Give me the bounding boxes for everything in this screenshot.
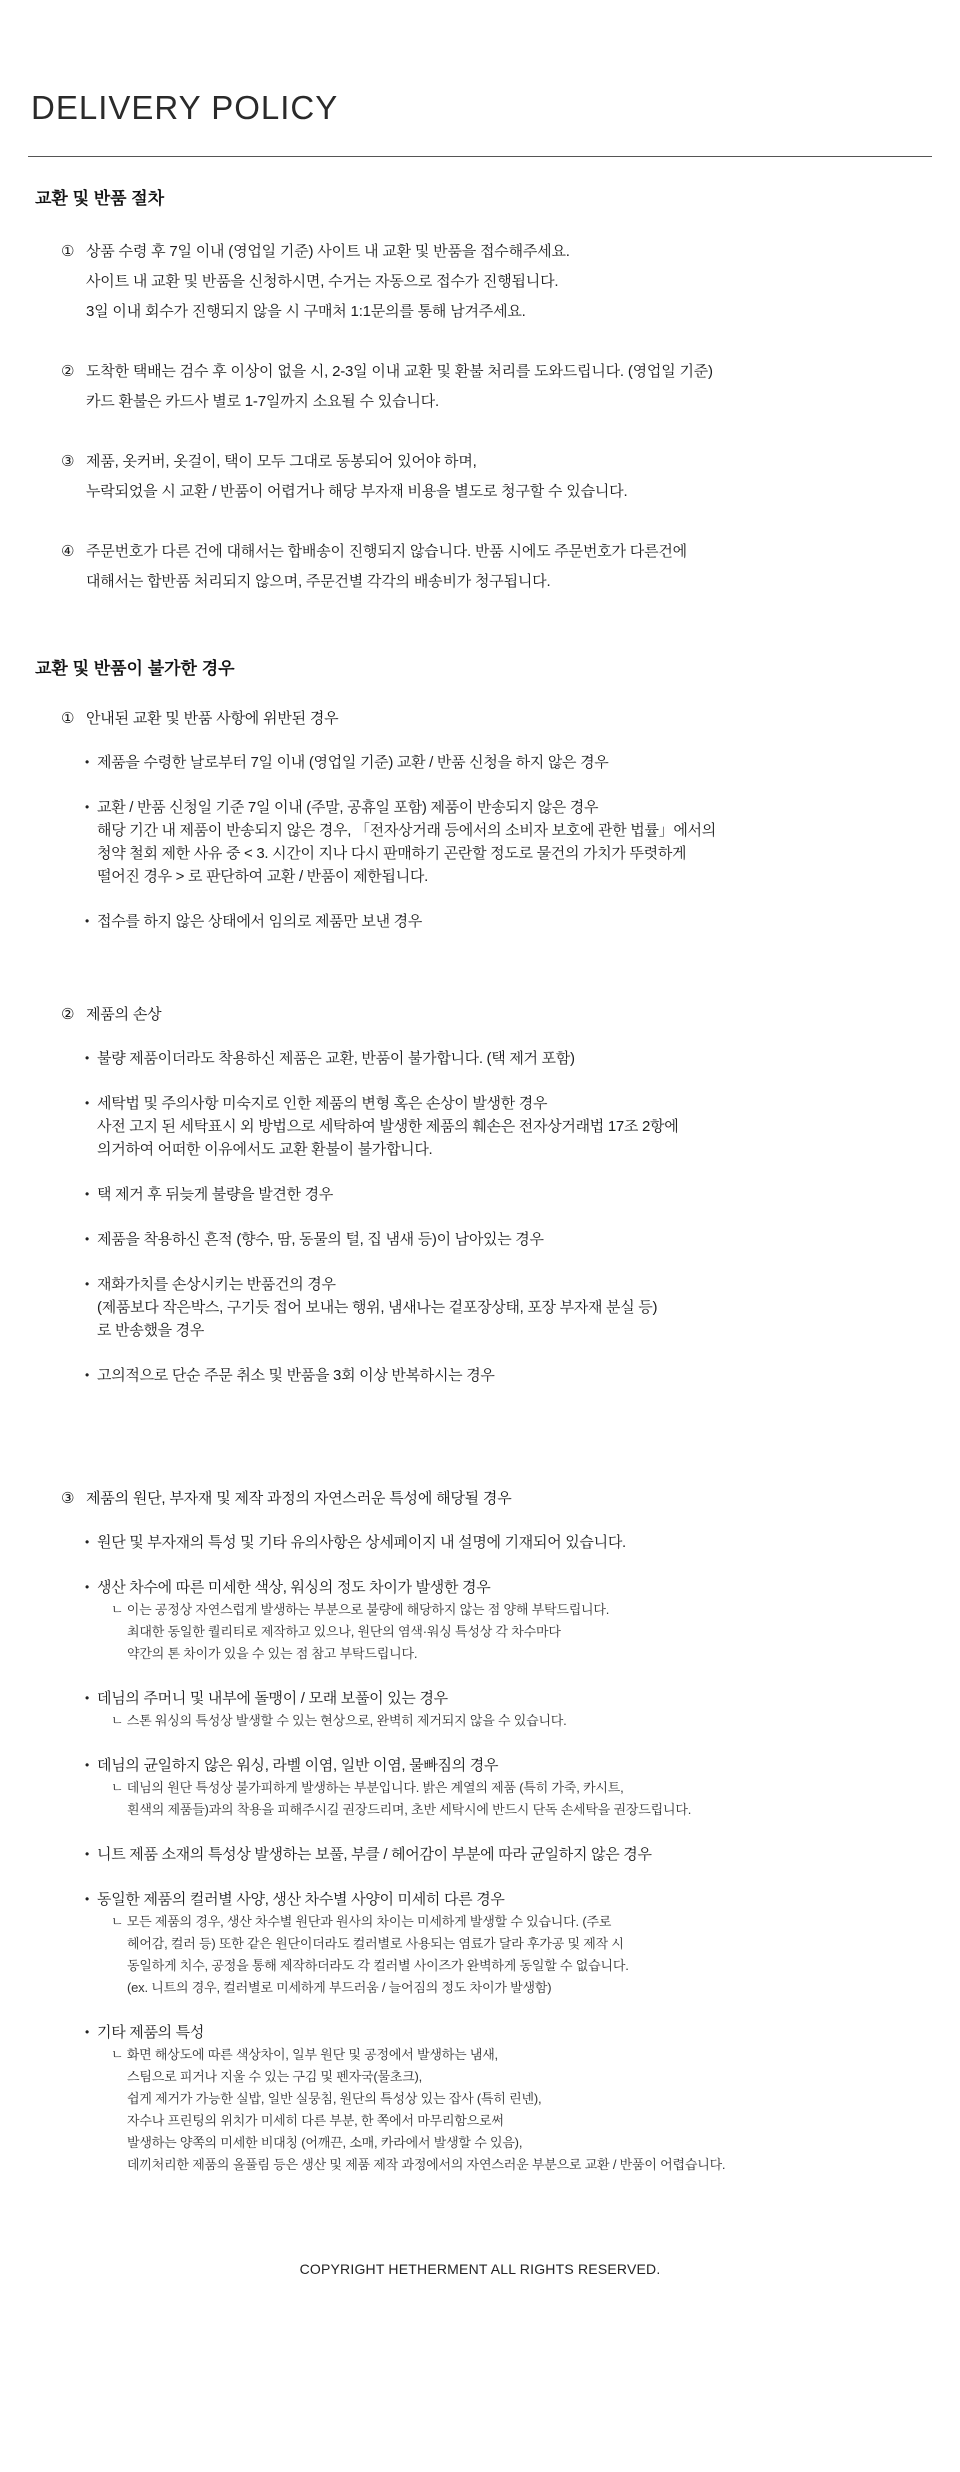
bullet-item: [85, 1273, 932, 1342]
bullet-item: [85, 1687, 932, 1732]
bullet-item: [85, 910, 932, 933]
sub-note: ㄴ 데님의 원단 특성상 불가피하게 발생하는 부분입니다. 밝은 계열의 제품 (특히 가죽, 카시트,: [111, 1780, 624, 1795]
bullet-dot: •: [85, 1051, 90, 1065]
bullet-item: [85, 1531, 932, 1554]
bullet-item: [85, 1754, 932, 1821]
sub-note: 최대한 동일한 퀄리티로 제작하고 있으나, 원단의 염색·워싱 특성상 각 차수마다: [127, 1624, 561, 1639]
sub-note: 데끼처리한 제품의 올풀림 등은 생산 및 제품 제작 과정에서의 자연스러운 부분으로 교환 / 반품이 어렵습니다.: [127, 2157, 726, 2172]
section-restrictions: [35, 657, 932, 2176]
procedure-heading: 교환 및 반품 절차: [35, 189, 165, 208]
bullet-item: [85, 1047, 932, 1070]
bullet-line: 로 반송했을 경우: [97, 1322, 205, 1339]
bullet-line: 청약 철회 제한 사유 중 < 3. 시간이 지나 다시 판매하기 곤란할 정도로 물건의 가치가 뚜렷하게: [97, 845, 687, 862]
bullet-item: [85, 1092, 932, 1161]
procedure-item-2: [61, 357, 932, 417]
item-line: 상품 수령 후 7일 이내 (영업일 기준) 사이트 내 교환 및 반품을 접수해주세요.: [86, 243, 570, 260]
bullet-line: 동일한 제품의 컬러별 사양, 생산 차수별 사양이 미세히 다른 경우: [97, 1891, 505, 1908]
sub-note: ㄴ 화면 해상도에 따른 색상차이, 일부 원단 및 공정에서 발생하는 냄새,: [111, 2047, 498, 2062]
bullet-dot: •: [85, 914, 90, 928]
item-line: 카드 환불은 카드사 별로 1-7일까지 소요될 수 있습니다.: [86, 393, 439, 410]
bullet-item: [85, 1183, 932, 1206]
bullet-item: [85, 2021, 932, 2176]
group-title: [61, 1003, 932, 1027]
bullet-item: [85, 1364, 932, 1387]
bullet-line: 떨어진 경우 > 로 판단하여 교환 / 반품이 제한됩니다.: [97, 868, 428, 885]
bullet-line: 원단 및 부자재의 특성 및 기타 유의사항은 상세페이지 내 설명에 기재되어 있습니다.: [97, 1534, 626, 1551]
sub-note: 동일하게 치수, 공정을 통해 제작하더라도 각 컬러별 사이즈가 완벽하게 동일할 수 없습니다.: [127, 1958, 629, 1973]
group-title-text: 안내된 교환 및 반품 사항에 위반된 경우: [86, 710, 339, 727]
bullet-line: 접수를 하지 않은 상태에서 임의로 제품만 보낸 경우: [97, 913, 423, 930]
group-title-text: 제품의 손상: [86, 1006, 162, 1023]
item-line: 3일 이내 회수가 진행되지 않을 시 구매처 1:1문의를 통해 남겨주세요.: [86, 303, 526, 320]
bullet-dot: •: [85, 1580, 90, 1594]
group-title-text: 제품의 원단, 부자재 및 제작 과정의 자연스러운 특성에 해당될 경우: [86, 1490, 512, 1507]
bullet-dot: •: [85, 1758, 90, 1772]
bullet-item: [85, 751, 932, 774]
sub-note: ㄴ 이는 공정상 자연스럽게 발생하는 부분으로 불량에 해당하지 않는 점 양해 부탁드립니다.: [111, 1602, 610, 1617]
bullet-dot: •: [85, 2025, 90, 2039]
bullet-item: [85, 1888, 932, 1999]
bullet-dot: •: [85, 755, 90, 769]
page-title: DELIVERY POLICY: [31, 89, 339, 126]
item-line: 도착한 택배는 검수 후 이상이 없을 시, 2-3일 이내 교환 및 환불 처리를 도와드립니다. (영업일 기준): [86, 363, 713, 380]
procedure-list: [61, 237, 932, 597]
group-number: ③: [61, 1490, 75, 1507]
bullet-dot: •: [85, 1187, 90, 1201]
bullet-line: 해당 기간 내 제품이 반송되지 않은 경우, 「전자상거래 등에서의 소비자 보호에 관한 법률」에서의: [97, 822, 716, 839]
item-line: 대해서는 합반품 처리되지 않으며, 주문건별 각각의 배송비가 청구됩니다.: [86, 573, 551, 590]
group-number: ①: [61, 710, 75, 727]
bullet-line: 재화가치를 손상시키는 반품건의 경우: [97, 1276, 336, 1293]
bullet-line: 제품을 수령한 날로부터 7일 이내 (영업일 기준) 교환 / 반품 신청을 하지 않은 경우: [97, 754, 609, 771]
procedure-item-4: [61, 537, 932, 597]
bullet-line: 교환 / 반품 신청일 기준 7일 이내 (주말, 공휴일 포함) 제품이 반송되지 않은 경우: [97, 799, 599, 816]
bullet-line: 불량 제품이더라도 착용하신 제품은 교환, 반품이 불가합니다. (택 제거 포함): [97, 1050, 575, 1067]
bullet-line: 사전 고지 된 세탁표시 외 방법으로 세탁하여 발생한 제품의 훼손은 전자상거래법 17조 2항에: [97, 1118, 679, 1135]
restriction-group-2: [35, 1003, 932, 1387]
delivery-policy-page: [0, 88, 960, 2277]
item-number: ②: [61, 363, 75, 380]
procedure-item-3: [61, 447, 932, 507]
item-number: ④: [61, 543, 75, 560]
sub-note: 자수나 프린팅의 위치가 미세히 다른 부분, 한 쪽에서 마무리함으로써: [127, 2113, 504, 2128]
bullet-item: [85, 1228, 932, 1251]
restrictions-heading: 교환 및 반품이 불가한 경우: [35, 659, 235, 678]
bullet-item: [85, 1576, 932, 1665]
bullet-dot: •: [85, 1892, 90, 1906]
bullet-dot: •: [85, 800, 90, 814]
bullet-line: (제품보다 작은박스, 구기듯 접어 보내는 행위, 냄새나는 겉포장상태, 포장 부자재 분실 등): [97, 1299, 658, 1316]
group-title: [61, 707, 932, 731]
bullet-dot: •: [85, 1847, 90, 1861]
bullet-dot: •: [85, 1535, 90, 1549]
bullet-dot: •: [85, 1277, 90, 1291]
sub-note: 스팀으로 피거나 지울 수 있는 구김 및 펜자국(물초크),: [127, 2069, 423, 2084]
bullet-line: 데님의 주머니 및 내부에 돌맹이 / 모래 보풀이 있는 경우: [97, 1690, 448, 1707]
group-number: ②: [61, 1006, 75, 1023]
bullet-dot: •: [85, 1232, 90, 1246]
bullet-line: 기타 제품의 특성: [97, 2024, 205, 2041]
sub-note: 헤어감, 컬러 등) 또한 같은 원단이더라도 컬러별로 사용되는 염료가 달라 후가공 및 제작 시: [127, 1936, 624, 1951]
bullet-dot: •: [85, 1691, 90, 1705]
sub-note: 쉽게 제거가 가능한 실밥, 일반 실뭉침, 원단의 특성상 있는 잡사 (특히 린넨),: [127, 2091, 542, 2106]
item-line: 주문번호가 다른 건에 대해서는 합배송이 진행되지 않습니다. 반품 시에도 주문번호가 다른건에: [86, 543, 687, 560]
bullet-item: [85, 1843, 932, 1866]
procedure-item-1: [61, 237, 932, 327]
sub-note: (ex. 니트의 경우, 컬러별로 미세하게 부드러움 / 늘어짐의 정도 차이가 발생함): [127, 1980, 552, 1995]
item-line: 누락되었을 시 교환 / 반품이 어렵거나 해당 부자재 비용을 별도로 청구할 수 있습니다.: [86, 483, 628, 500]
item-line: 제품, 옷커버, 옷걸이, 택이 모두 그대로 동봉되어 있어야 하며,: [86, 453, 477, 470]
copyright-text: COPYRIGHT HETHERMENT ALL RIGHTS RESERVED.: [299, 2261, 661, 2277]
item-number: ③: [61, 453, 75, 470]
item-line: 사이트 내 교환 및 반품을 신청하시면, 수거는 자동으로 접수가 진행됩니다.: [86, 273, 559, 290]
bullet-line: 고의적으로 단순 주문 취소 및 반품을 3회 이상 반복하시는 경우: [97, 1367, 495, 1384]
item-number: ①: [61, 243, 75, 260]
sub-note: ㄴ 모든 제품의 경우, 생산 차수별 원단과 원사의 차이는 미세하게 발생할 수 있습니다. (주로: [111, 1914, 612, 1929]
section-procedure: [35, 187, 932, 597]
sub-note: ㄴ 스톤 워싱의 특성상 발생할 수 있는 현상으로, 완벽히 제거되지 않을 수 있습니다.: [111, 1713, 567, 1728]
divider: [28, 156, 932, 157]
sub-note: 발생하는 양쪽의 미세한 비대칭 (어깨끈, 소매, 카라에서 발생할 수 있음),: [127, 2135, 523, 2150]
restriction-group-3: [35, 1487, 932, 2176]
bullet-line: 의거하여 어떠한 이유에서도 교환 환불이 불가합니다.: [97, 1141, 433, 1158]
group-title: [61, 1487, 932, 1511]
restriction-group-1: [35, 707, 932, 933]
bullet-line: 제품을 착용하신 흔적 (향수, 땀, 동물의 털, 집 냄새 등)이 남아있는 경우: [97, 1231, 544, 1248]
bullet-dot: •: [85, 1368, 90, 1382]
sub-note: 약간의 톤 차이가 있을 수 있는 점 참고 부탁드립니다.: [127, 1646, 418, 1661]
bullet-line: 생산 차수에 따른 미세한 색상, 워싱의 정도 차이가 발생한 경우: [97, 1579, 491, 1596]
bullet-item: [85, 796, 932, 888]
bullet-dot: •: [85, 1096, 90, 1110]
bullet-line: 세탁법 및 주의사항 미숙지로 인한 제품의 변형 혹은 손상이 발생한 경우: [97, 1095, 548, 1112]
bullet-line: 데님의 균일하지 않은 워싱, 라벨 이염, 일반 이염, 물빠짐의 경우: [97, 1757, 499, 1774]
bullet-line: 니트 제품 소재의 특성상 발생하는 보풀, 부클 / 헤어감이 부분에 따라 균일하지 않은 경우: [97, 1846, 652, 1863]
sub-note: 흰색의 제품들)과의 착용을 피해주시길 권장드리며, 초반 세탁시에 반드시 단독 손세탁을 권장드립니다.: [127, 1802, 692, 1817]
bullet-line: 택 제거 후 뒤늦게 불량을 발견한 경우: [97, 1186, 334, 1203]
